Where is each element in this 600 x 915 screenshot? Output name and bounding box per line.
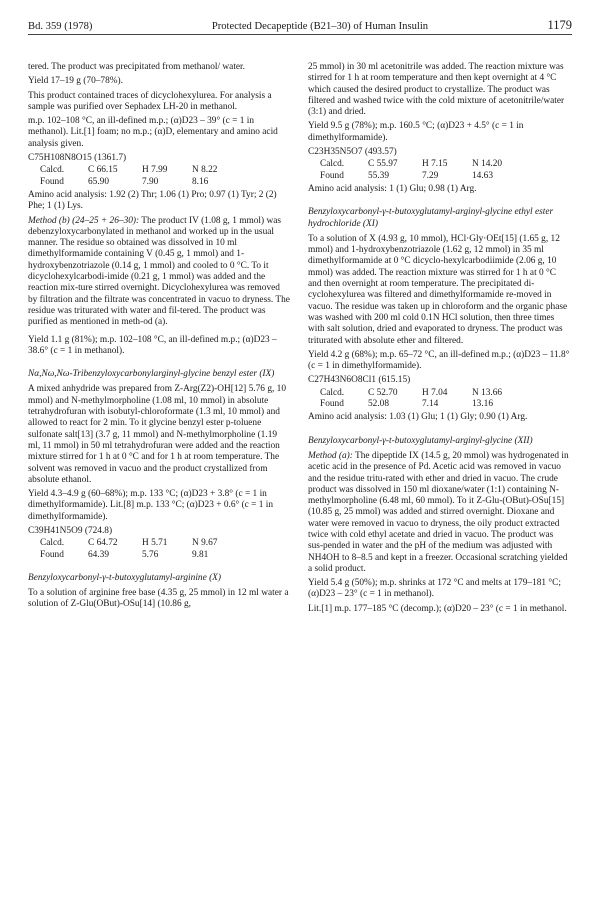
yield-line: Yield 4.2 g (68%); m.p. 65–72 °C, an ill-defined m.p.; (α)D23 – 11.8° (c = 1 in dimethylformamide).	[308, 349, 570, 372]
carbon-value: 55.39	[368, 170, 390, 181]
paragraph: tered. The product was precipitated from methanol/ water.	[28, 62, 245, 72]
carbon-value: C 64.72	[88, 538, 118, 549]
melting-point-line: m.p. 102–108 °C, an ill-defined m.p.; (α)D23 – 39° (c = 1 in methanol). Lit.[1] foam; no m.p.; (α)D, elementary and amino acid analysis given.	[28, 116, 278, 149]
paragraph: 25 mmol) in 30 ml acetonitrile was added. The reaction mixture was stirred for 1 h at room temperature and then kept overnight at 4 °C which caused the desired product to crystallize. The product was filtered and washed twice with the cold mixture of acetonitrile/water (3:1) and dried.	[308, 62, 565, 118]
section-heading: Benzyloxycarbonyl-γ-t-butoxyglutamyl-arginyl-glycine (XII)	[308, 435, 533, 446]
hydrogen-value: 7.29	[422, 170, 439, 181]
paragraph	[28, 216, 290, 329]
elemental-analysis-table	[320, 388, 526, 411]
yield-line: Yield 1.1 g (81%); m.p. 102–108 °C, an ill-defined m.p.; (α)D23 – 38.6° (c = 1 in methanol).	[28, 334, 277, 356]
method-text: The dipeptide IX (14.5 g, 20 mmol) was hydrogenated in acetic acid in the presence of Pd. Acetic acid was removed in vacuo and the residue tritu-rated with ether and dried in vacuo. The crude product was dissolved in 150 ml dioxane/water (1:1) containing N-methylmorpholine (6.48 ml, 60 mmol). To it Z-Glu-(OBut)-OSu[15] (10.85 g, 25 mmol) was added and stirred overnight. Dioxane and water were removed in vacuo to dryness, the oily product extracted twice with cold ethyl acetate and dried in vacuo. The product was sus-pended in water and the pH of the medium was adjusted with NH4OH to 8–8.5 and kept in a freezer. Occasional scratching yielded a solid product.	[308, 450, 569, 574]
row-label: Found	[40, 549, 64, 560]
carbon-value: C 55.97	[368, 159, 398, 170]
hydrogen-value: 7.90	[142, 176, 159, 187]
amino-acid-analysis: Amino acid analysis: 1.92 (2) Thr; 1.06 (1) Pro; 0.97 (1) Tyr; 2 (2) Phe; 1 (1) Lys.	[28, 189, 277, 212]
nitrogen-value: N 13.66	[472, 387, 503, 398]
calcd-row	[40, 538, 246, 549]
section-heading: Nα,Nω,Nω-Tribenzyloxycarbonylarginyl-glycine benzyl ester (IX)	[28, 369, 275, 380]
yield-line: Yield 5.4 g (50%); m.p. shrinks at 172 °C and melts at 179–181 °C; (α)D23 – 23° (c = 1 in methanol).	[308, 578, 561, 600]
paragraph: A mixed anhydride was prepared from Z-Arg(Z2)-OH[12] 5.76 g, 10 mmol) and N-methylmorpholine (1.08 ml, 10 mmol) in absolute tetrahydrofuran with isobutyl-chloroformate (1.3 ml, 10 mmol) and allowed to react for 2 min. To it glycine benzyl ester p-toluene sulfonate salt[13] (3.7 g, 11 mmol) and N-methylmorpholine (1.19 ml, 11 mmol) in 50 ml tetrahydrofuran were added and the reaction mixture stirred for 1 h at 0 °C and for 1 h at room temperature. The solvent was removed in vacuo and the product crystallized from absolute ethanol.	[28, 384, 287, 485]
nitrogen-value: 13.16	[472, 399, 494, 410]
header-rule	[28, 34, 572, 35]
molecular-formula: C27H43N6O8Cl1 (615.15)	[308, 375, 411, 386]
elemental-analysis-table	[40, 165, 246, 188]
paragraph: To a solution of X (4.93 g, 10 mmol), HCl·Gly·OEt[15] (1.65 g, 12 mmol) and 1-hydroxybenzotriazole (1.62 g, 12 mmol) in 35 ml dimethylformamide at 0 °C dicyclo-hexylcarbodiimide (2.06 g, 10 mmol) was added. The reaction mixture was stirred for 1 h at 0 °C and then overnight at room temperature. The precipitated di-cyclohexylurea was filtered and dimethylformamide re-moved in vacuo. The residue was taken up in chloroform and the organic phase was washed with 200 ml cold 0.1N HCl solution, then three times with salt solution, dried and evaporated to dryness. The product was triturated with absolute ether and filtered.	[308, 233, 568, 346]
elemental-analysis-table	[40, 538, 246, 561]
row-label: Calcd.	[40, 165, 65, 176]
hydrogen-value: H 5.71	[142, 538, 168, 549]
nitrogen-value: 14.63	[472, 170, 494, 181]
hydrogen-value: H 7.04	[422, 387, 448, 398]
row-label: Calcd.	[320, 159, 345, 170]
nitrogen-value: 8.16	[192, 176, 209, 187]
paragraph	[308, 451, 570, 575]
row-label: Calcd.	[40, 538, 65, 549]
carbon-value: C 66.15	[88, 165, 118, 176]
elemental-analysis-table	[320, 159, 526, 182]
running-title: Protected Decapeptide (B21–30) of Human Insulin	[211, 21, 429, 32]
section-heading: Benzyloxycarbonyl-γ-t-butoxyglutamyl-arginyl-glycine ethyl ester hydrochloride (XI)	[308, 207, 554, 229]
row-label: Calcd.	[320, 387, 345, 398]
nitrogen-value: N 9.67	[192, 538, 218, 549]
row-label: Found	[320, 399, 344, 410]
amino-acid-analysis: Amino acid analysis: 1 (1) Glu; 0.98 (1) Arg.	[308, 183, 477, 194]
carbon-value: 65.90	[88, 176, 110, 187]
molecular-formula: C23H35N5O7 (493.57)	[308, 147, 397, 158]
amino-acid-analysis: Amino acid analysis: 1.03 (1) Glu; 1 (1) Gly; 0.90 (1) Arg.	[308, 412, 528, 423]
calcd-row	[320, 388, 526, 399]
left-column	[28, 62, 290, 614]
found-row	[40, 550, 246, 561]
method-label: Method (a):	[308, 450, 353, 461]
carbon-value: 52.08	[368, 399, 390, 410]
journal-volume: Bd. 359 (1978)	[28, 21, 93, 32]
page-number: 1179	[547, 18, 572, 32]
hydrogen-value: 7.14	[422, 399, 439, 410]
calcd-row	[320, 159, 526, 170]
found-row	[40, 177, 246, 188]
calcd-row	[40, 165, 246, 176]
section-heading: Benzyloxycarbonyl-γ-t-butoxyglutamyl-arginine (X)	[28, 572, 221, 583]
hydrogen-value: H 7.99	[142, 165, 168, 176]
yield-line: Yield 9.5 g (78%); m.p. 160.5 °C; (α)D23 + 4.5° (c = 1 in dimethylformamide).	[308, 121, 524, 143]
row-label: Found	[320, 170, 344, 181]
paragraph: To a solution of arginine free base (4.35 g, 25 mmol) in 12 ml water a solution of Z-Glu(OBut)-OSu[14] (10.86 g,	[28, 588, 289, 610]
row-label: Found	[40, 176, 64, 187]
molecular-formula: C75H108N8O15 (1361.7)	[28, 153, 127, 164]
method-text: The product IV (1.08 g, 1 mmol) was debenzyloxycarbonylated in methanol and worked up in the usual manner. The residue so obtained was dissolved in 10 ml dimethylformamide containing V (0.45 g, 1 mmol) and 1-hydroxybenzotriazole (0.14 g, 1 mmol) and cooled to 0 °C. To it dicyclohexylcarbodi-imide (0.21 g, 1 mmol) was added and the reaction mix-ture stirred overnight. Dicyclohexylurea was removed by filtration and the filtrate was concentrated in vacuo to dryness. The residue was triturated with water and fil-tered. The product was purified as mentioned in meth-od (a).	[28, 215, 290, 328]
hydrogen-value: H 7.15	[422, 159, 448, 170]
hydrogen-value: 5.76	[142, 549, 159, 560]
paragraph: This product contained traces of dicyclohexylurea. For analysis a sample was purified over Sephadex LH-20 in methanol.	[28, 90, 272, 112]
method-label: Method (b) (24–25 + 26–30):	[28, 215, 140, 226]
found-row	[320, 399, 526, 410]
nitrogen-value: N 8.22	[192, 165, 218, 176]
carbon-value: 64.39	[88, 549, 110, 560]
literature-line: Lit.[1] m.p. 177–185 °C (decomp.); (α)D20 – 23° (c = 1 in methanol.	[308, 603, 567, 614]
right-column	[308, 62, 570, 618]
yield-line: Yield 4.3–4.9 g (60–68%); m.p. 133 °C; (α)D23 + 3.8° (c = 1 in dimethylformamide). Lit.[8] m.p. 133 °C; (α)D23 + 0.6° (c = 1 in dimethylformamide).	[28, 489, 274, 522]
nitrogen-value: 9.81	[192, 549, 209, 560]
yield-line: Yield 17–19 g (70–78%).	[28, 76, 123, 87]
found-row	[320, 171, 526, 182]
molecular-formula: C39H41N5O9 (724.8)	[28, 525, 113, 536]
running-header	[28, 18, 572, 33]
nitrogen-value: N 14.20	[472, 159, 503, 170]
carbon-value: C 52.70	[368, 387, 398, 398]
